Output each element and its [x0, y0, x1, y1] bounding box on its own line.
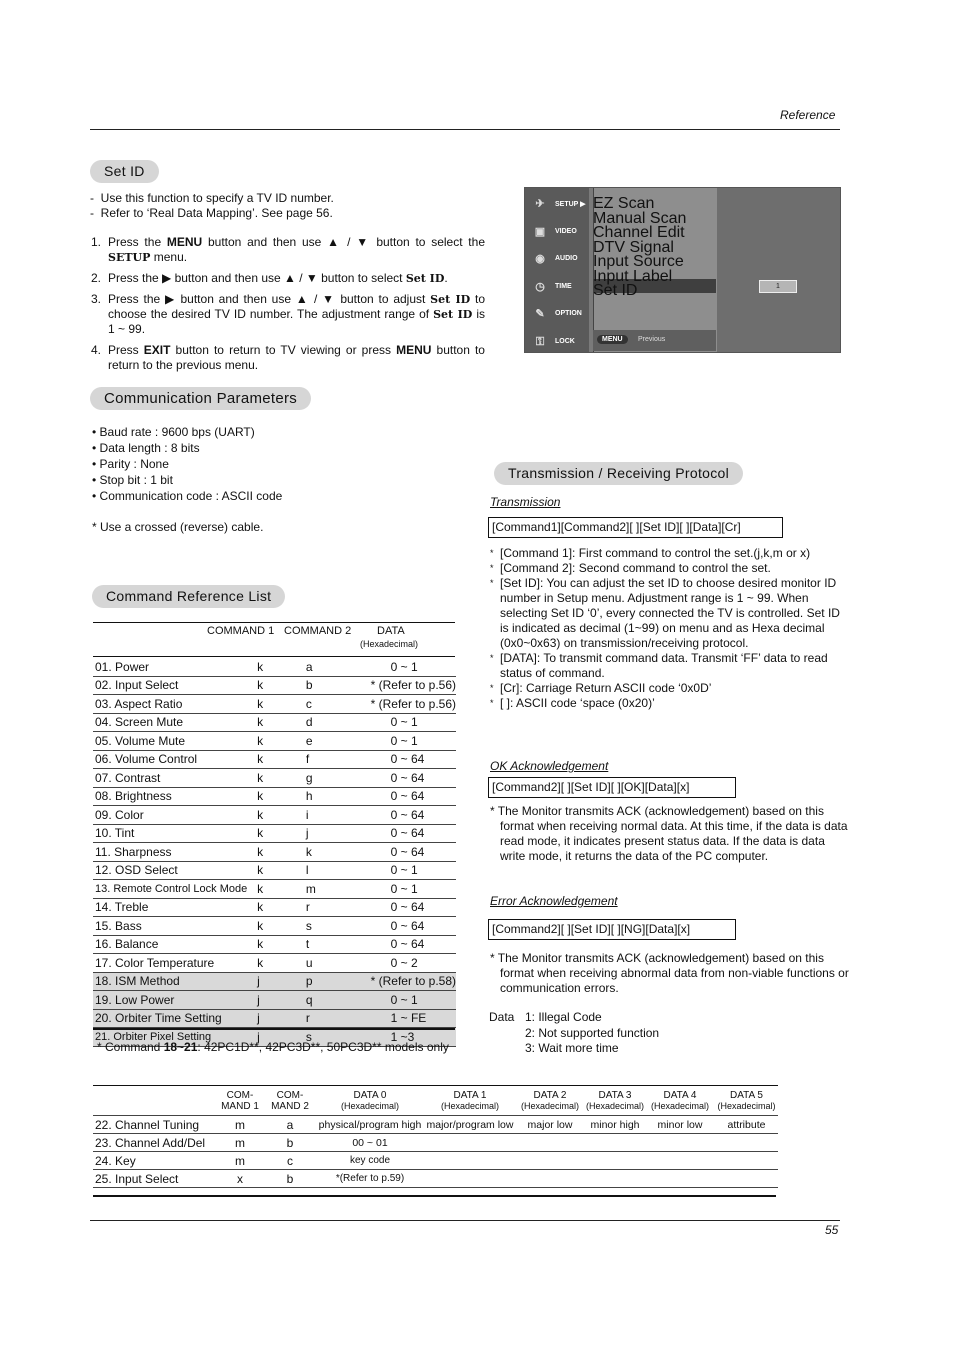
set-id-step — [91, 271, 485, 286]
column-header-label: COM- MAND 1 — [221, 1090, 259, 1112]
table-row — [93, 1152, 778, 1170]
command1-value: k — [257, 880, 306, 899]
column-header-hex: (Hexadecimal) — [585, 1101, 645, 1111]
step-keyword: Set ID — [405, 272, 445, 285]
ok-ack-note: * The Monitor transmits ACK (acknowledgement) based on this format when receiving normal data. At this time, if the data is data read mode, it indicates present status data. If the data is data write mode, it returns the data of the PC computer. — [490, 804, 848, 863]
command1-value: k — [257, 917, 306, 936]
data-range: * (Refer to p.56) — [343, 695, 456, 714]
cmd-ref-title: Command Reference List — [92, 585, 285, 608]
step-text: Press the — [108, 235, 167, 249]
transmission-format: [Command1][Command2][ ][Set ID][ ][Data][Cr] — [488, 517, 783, 538]
table-row — [93, 750, 456, 769]
protocol-title: Transmission / Receiving Protocol — [494, 462, 743, 485]
comm-params-list — [92, 424, 282, 504]
data-range: 0 ~ 64 — [343, 917, 456, 936]
speaker-icon: ◉ — [535, 253, 545, 265]
asterisk: * — [490, 698, 494, 708]
column-header-hex: (Hexadecimal) — [717, 1101, 776, 1111]
command-name: 13. Remote Control Lock Mode — [93, 880, 257, 899]
command-name: 08. Brightness — [93, 787, 257, 806]
command-cell: m — [215, 1152, 265, 1170]
blank-header — [93, 1087, 215, 1116]
protocol-item-text: [Set ID]: You can adjust the set ID to choose desired monitor ID number in Setup menu. Adjustment range is 1 ~ 99. When selecting Set ID ‘0’, every connected the TV is controlled. Set ID is indicated as decimal (1~99) on menu and as Hexa decimal (0x0~0x63) on transmission/receiving protocol. — [500, 576, 840, 650]
data-code: 2: Not supported function — [525, 1025, 660, 1040]
step-keyword: MENU — [166, 235, 203, 249]
data-codes-list — [525, 1010, 659, 1057]
command-cell: *(Refer to p.59) — [315, 1170, 425, 1188]
command2-value: a — [306, 658, 343, 676]
column-header-label: DATA 3 — [598, 1090, 632, 1101]
menu-category-label: OPTION — [555, 310, 582, 317]
command-cell: a — [265, 1116, 315, 1134]
step-keyword: MENU — [396, 343, 432, 357]
step-number: 1. — [91, 235, 102, 249]
column-header — [425, 1087, 515, 1116]
command1-value: j — [257, 991, 306, 1010]
set-id-note: - Use this function to specify a TV ID number. — [90, 191, 334, 205]
col-data: DATA — [377, 625, 405, 637]
command-name: 02. Input Select — [93, 676, 257, 695]
asterisk: * — [490, 563, 494, 573]
command-cell — [425, 1170, 515, 1188]
column-header-label: DATA 5 — [730, 1090, 763, 1101]
command-cell: x — [215, 1170, 265, 1188]
top-rule — [90, 129, 840, 130]
set-id-steps — [91, 235, 485, 379]
command-cell — [645, 1134, 715, 1152]
command1-value: k — [257, 935, 306, 954]
command-cell: 00 ~ 01 — [315, 1134, 425, 1152]
column-header — [585, 1087, 645, 1116]
step-text: menu. — [150, 250, 188, 264]
command-name: 12. OSD Select — [93, 861, 257, 880]
table-row — [93, 935, 456, 954]
asterisk: * — [490, 683, 494, 693]
table-row — [93, 769, 456, 788]
command-cell: minor high — [585, 1116, 645, 1134]
menu-category-label: LOCK — [555, 337, 575, 345]
err-ack-label: Error Acknowledgement — [490, 894, 618, 908]
comm-param-item: • Stop bit : 1 bit — [92, 473, 173, 487]
bottom-table-bottom-rule — [93, 1195, 776, 1197]
column-header — [265, 1087, 315, 1116]
column-header — [715, 1087, 778, 1116]
step-keyword: EXIT — [143, 343, 171, 357]
command-name: 04. Screen Mute — [93, 713, 257, 732]
command-name: 19. Low Power — [93, 991, 257, 1010]
command-cell — [585, 1152, 645, 1170]
command1-value: k — [257, 750, 306, 769]
table-row — [93, 991, 456, 1010]
set-id-value-box: 1 — [759, 280, 797, 293]
menu-submenu-item: Input Label — [593, 267, 673, 285]
command-name: 05. Volume Mute — [93, 732, 257, 751]
step-number: 4. — [91, 343, 102, 357]
command1-value: k — [257, 658, 306, 676]
comm-param-item: • Communication code : ASCII code — [92, 489, 283, 503]
table-row — [93, 676, 456, 695]
data-range: 0 ~ 1 — [343, 991, 456, 1010]
setup-menu-screenshot — [524, 187, 841, 353]
command-name: 21. Orbiter Pixel Setting — [93, 1028, 257, 1047]
command1-value: k — [257, 843, 306, 862]
command1-value: j — [257, 972, 306, 991]
command2-value: e — [306, 732, 343, 751]
command1-value: k — [257, 787, 306, 806]
command-cell — [645, 1170, 715, 1188]
command-cell: b — [265, 1170, 315, 1188]
command1-value: j — [257, 1028, 306, 1047]
column-header-hex: (Hexadecimal) — [340, 1101, 400, 1111]
column-header-label: COM- MAND 2 — [271, 1090, 309, 1112]
step-text: Press the ▶ button and then use ▲ / ▼ button to select — [108, 271, 406, 285]
command2-value: h — [306, 787, 343, 806]
table-row — [93, 1009, 456, 1028]
data-range: 0 ~ 2 — [343, 954, 456, 973]
col-data-hex: (Hexadecimal) — [360, 639, 419, 649]
set-id-step — [91, 292, 485, 337]
cable-note: * Use a crossed (reverse) cable. — [92, 520, 264, 534]
data-range: * (Refer to p.56) — [343, 676, 456, 695]
command2-value: p — [306, 972, 343, 991]
data-range: 0 ~ 64 — [343, 898, 456, 917]
comm-param-item: • Baud rate : 9600 bps (UART) — [92, 425, 255, 439]
column-header-label: DATA 4 — [663, 1090, 697, 1101]
cmd-table-top-rule — [93, 622, 455, 623]
data-range: 0 ~ 64 — [343, 806, 456, 825]
table-row — [93, 880, 456, 899]
command-cell — [515, 1170, 585, 1188]
step-text: button to return to TV viewing or press — [170, 343, 397, 357]
command-name: 23. Channel Add/Del — [93, 1134, 215, 1152]
command-cell: b — [265, 1134, 315, 1152]
data-range: 0 ~ 64 — [343, 750, 456, 769]
command-name: 20. Orbiter Time Setting — [93, 1009, 257, 1028]
command-cell — [585, 1170, 645, 1188]
err-ack-format: [Command2][ ][Set ID][ ][NG][Data][x] — [488, 919, 736, 940]
step-text: Press the ▶ button and then use ▲ / ▼ button to adjust — [108, 292, 431, 306]
command1-value: k — [257, 713, 306, 732]
table-row — [93, 861, 456, 880]
command-name: 10. Tint — [93, 824, 257, 843]
step-keyword: SETUP — [108, 251, 151, 264]
command1-value: k — [257, 824, 306, 843]
command-cell — [515, 1152, 585, 1170]
table-row — [93, 917, 456, 936]
menu-submenu-text-layer — [593, 188, 716, 328]
command-name: 24. Key — [93, 1152, 215, 1170]
command-cell: minor low — [645, 1116, 715, 1134]
command1-value: k — [257, 898, 306, 917]
bottom-table-top-rule — [93, 1085, 778, 1086]
data-code: 1: Illegal Code — [525, 1010, 602, 1024]
command-cell: c — [265, 1152, 315, 1170]
channel-command-table — [93, 1087, 778, 1188]
column-header-hex: (Hexadecimal) — [520, 1101, 580, 1111]
menu-category-item — [527, 192, 587, 216]
asterisk: * — [490, 548, 494, 558]
menu-category-label: TIME — [555, 282, 572, 290]
command-name: 01. Power — [93, 658, 257, 676]
menu-category-label: AUDIO — [555, 255, 578, 262]
command-name: 17. Color Temperature — [93, 954, 257, 973]
command-cell — [715, 1152, 778, 1170]
menu-submenu-item: Manual Scan — [593, 209, 687, 227]
column-header-hex: (Hexadecimal) — [440, 1101, 500, 1111]
data-range: 0 ~ 1 — [343, 713, 456, 732]
menu-category-item — [527, 247, 587, 271]
menu-submenu-item: Set ID — [593, 282, 638, 299]
menu-category-item — [527, 330, 587, 354]
data-range: 1 ~3 — [343, 1028, 456, 1047]
command-name: 25. Input Select — [93, 1170, 215, 1188]
command2-value: q — [306, 991, 343, 1010]
menu-category-item — [527, 275, 587, 299]
menu-category-item — [527, 302, 587, 326]
transmission-label: Transmission — [490, 495, 561, 509]
cmd-table-header-rule — [93, 656, 455, 657]
table-row — [93, 843, 456, 862]
command2-value: r — [306, 1009, 343, 1028]
command1-value: k — [257, 695, 306, 714]
protocol-item — [490, 681, 840, 696]
command-name: 22. Channel Tuning — [93, 1116, 215, 1134]
command-name: 18. ISM Method — [93, 972, 257, 991]
command2-value: k — [306, 843, 343, 862]
command1-value: k — [257, 769, 306, 788]
command-table — [93, 658, 456, 1047]
table-row — [93, 898, 456, 917]
column-header-hex: (Hexadecimal) — [650, 1101, 710, 1111]
step-text: button and then use ▲ / ▼ button to select the — [202, 235, 485, 249]
command-cell: major low — [515, 1116, 585, 1134]
protocol-item — [490, 696, 840, 711]
protocol-item — [490, 546, 840, 561]
column-header-label: DATA 0 — [353, 1090, 387, 1101]
comm-params-title: Communication Parameters — [90, 387, 311, 410]
data-range: 0 ~ 1 — [343, 732, 456, 751]
step-text: is 1 ~ 99. — [108, 307, 485, 336]
set-id-note: - Refer to ‘Real Data Mapping’. See page 56. — [90, 206, 333, 220]
protocol-item-text: [ ]: ASCII code ‘space (0x20)’ — [500, 696, 655, 710]
step-number: 2. — [91, 271, 102, 285]
cmd-footnote: * Command 18~21: 42PC1D**, 42PC3D**, 50PC3D** models only — [97, 1040, 449, 1054]
command2-value: i — [306, 806, 343, 825]
command2-value: g — [306, 769, 343, 788]
satellite-dish-icon: ✈ — [535, 198, 545, 210]
command2-value: m — [306, 880, 343, 899]
data-range: 0 ~ 64 — [343, 843, 456, 862]
command2-value: b — [306, 676, 343, 695]
menu-value-panel — [717, 188, 840, 352]
data-range: 0 ~ 64 — [343, 769, 456, 788]
command-cell — [425, 1152, 515, 1170]
data-range: 0 ~ 64 — [343, 824, 456, 843]
data-range: * (Refer to p.58) — [343, 972, 456, 991]
data-range: 0 ~ 64 — [343, 935, 456, 954]
menu-submenu-item: Channel Edit — [593, 224, 685, 241]
table-row — [93, 1170, 778, 1188]
command-cell — [425, 1134, 515, 1152]
data-range: 0 ~ 1 — [343, 880, 456, 899]
protocol-item-text: [Command 1]: First command to control the set.(j,k,m or x) — [500, 546, 811, 560]
table-row — [93, 658, 456, 676]
step-text: . — [444, 271, 448, 285]
protocol-item-text: [DATA]: To transmit command data. Transmit ‘FF’ data to read status of command. — [500, 651, 828, 680]
ok-ack-format: [Command2][ ][Set ID][ ][OK][Data][x] — [488, 777, 736, 798]
cmd-table-bottom-rule — [93, 1028, 455, 1030]
table-row — [93, 824, 456, 843]
command2-value: r — [306, 898, 343, 917]
command-name: 16. Balance — [93, 935, 257, 954]
command-cell — [715, 1134, 778, 1152]
command2-value: c — [306, 695, 343, 714]
command2-value: d — [306, 713, 343, 732]
menu-category-item — [527, 220, 587, 244]
step-text: to choose the desired TV ID number. The adjustment range of — [108, 292, 486, 321]
section-header: Reference — [780, 108, 836, 122]
set-id-step — [91, 343, 485, 373]
command1-value: k — [257, 954, 306, 973]
set-id-step — [91, 235, 485, 265]
command1-value: k — [257, 806, 306, 825]
menu-button-key: MENU — [597, 335, 628, 344]
column-header-label: DATA 1 — [453, 1090, 487, 1101]
protocol-item — [490, 651, 840, 681]
data-codes-label: Data — [489, 1010, 515, 1024]
comm-param-item: • Data length : 8 bits — [92, 441, 200, 455]
command-cell: major/program low — [425, 1116, 515, 1134]
table-row — [93, 713, 456, 732]
menu-category-column — [525, 188, 589, 352]
column-header — [515, 1087, 585, 1116]
command-cell: physical/program high — [315, 1116, 425, 1134]
table-row — [93, 1116, 778, 1134]
table-row — [93, 787, 456, 806]
asterisk: * — [490, 578, 494, 588]
column-header — [215, 1087, 265, 1116]
command2-value: l — [306, 861, 343, 880]
command-name: 14. Treble — [93, 898, 257, 917]
command1-value: k — [257, 732, 306, 751]
command-cell: m — [215, 1134, 265, 1152]
table-row — [93, 1134, 778, 1152]
command2-value: j — [306, 824, 343, 843]
column-header — [315, 1087, 425, 1116]
table-row — [93, 732, 456, 751]
command2-value: u — [306, 954, 343, 973]
column-header — [645, 1087, 715, 1116]
data-range: 0 ~ 1 — [343, 861, 456, 880]
command2-value: f — [306, 750, 343, 769]
data-code: 3: Wait more time — [525, 1041, 619, 1055]
command-cell: m — [215, 1116, 265, 1134]
asterisk: * — [490, 653, 494, 663]
command-name: 03. Aspect Ratio — [93, 695, 257, 714]
data-range: 1 ~ FE — [343, 1009, 456, 1028]
menu-footer — [593, 330, 716, 351]
set-id-notes — [90, 191, 490, 221]
protocol-item-text: [Command 2]: Second command to control the set. — [500, 561, 771, 575]
col-command2: COMMAND 2 — [284, 625, 352, 637]
clock-icon: ◷ — [535, 280, 545, 293]
page-number: 55 — [825, 1223, 839, 1237]
wrench-icon: ✎ — [535, 308, 545, 320]
column-header-label: DATA 2 — [533, 1090, 567, 1101]
protocol-items — [490, 546, 840, 711]
data-range: 0 ~ 1 — [343, 658, 456, 676]
command-name: 11. Sharpness — [93, 843, 257, 862]
command2-value: s — [306, 1028, 343, 1047]
command-cell: attribute — [715, 1116, 778, 1134]
ok-ack-label: OK Acknowledgement — [490, 759, 609, 773]
step-text: button to return to the previous menu. — [108, 343, 485, 372]
command-cell — [645, 1152, 715, 1170]
table-row — [93, 695, 456, 714]
protocol-item-text: [Cr]: Carriage Return ASCII code ‘0x0D’ — [500, 681, 712, 695]
command-name: 07. Contrast — [93, 769, 257, 788]
menu-submenu-item: Input Source — [593, 253, 684, 270]
table-row — [93, 806, 456, 825]
table-row — [93, 972, 456, 991]
menu-category-label: SETUP ▶ — [555, 201, 586, 208]
comm-param-item: • Parity : None — [92, 457, 169, 471]
command-name: 09. Color — [93, 806, 257, 825]
menu-submenu-item: EZ Scan — [593, 195, 655, 212]
menu-category-label: VIDEO — [555, 227, 577, 235]
command-cell — [515, 1134, 585, 1152]
menu-previous-label: Previous — [638, 336, 666, 343]
command-cell — [585, 1134, 645, 1152]
set-id-title: Set ID — [90, 160, 159, 183]
monitor-icon: ▣ — [534, 225, 546, 238]
command2-value: t — [306, 935, 343, 954]
command-name: 06. Volume Control — [93, 750, 257, 769]
protocol-item — [490, 576, 840, 651]
protocol-item — [490, 561, 840, 576]
command-cell — [715, 1170, 778, 1188]
table-row — [93, 954, 456, 973]
data-range: 0 ~ 64 — [343, 787, 456, 806]
command-name: 15. Bass — [93, 917, 257, 936]
step-text: Press — [108, 343, 144, 357]
padlock-icon: ⚿ — [535, 335, 545, 348]
bottom-rule — [90, 1220, 840, 1221]
col-command1: COMMAND 1 — [207, 625, 275, 637]
step-keyword: Set ID — [430, 293, 471, 306]
step-keyword: Set ID — [433, 308, 473, 321]
menu-submenu-item: DTV Signal — [593, 238, 674, 256]
command1-value: j — [257, 1009, 306, 1028]
step-number: 3. — [91, 292, 102, 306]
err-ack-note: * The Monitor transmits ACK (acknowledgement) based on this format when receiving abnormal data from non-viable functions or communication errors. — [490, 951, 849, 995]
command2-value: s — [306, 917, 343, 936]
command-cell: key code — [315, 1152, 425, 1170]
command1-value: k — [257, 861, 306, 880]
command1-value: k — [257, 676, 306, 695]
